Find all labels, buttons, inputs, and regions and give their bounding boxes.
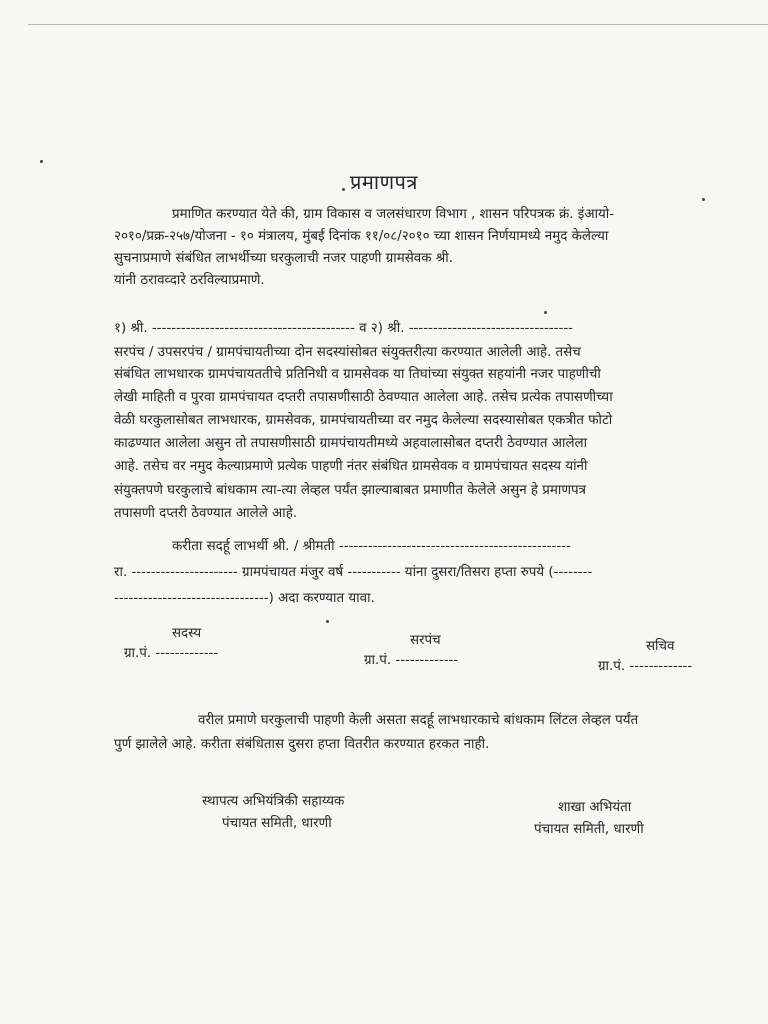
body-line-8: तपासणी दप्तरी ठेवण्यात आलेले आहे.: [114, 506, 298, 521]
conclusion-line-2: पुर्ण झालेले आहे. करीता संबंधितास दुसरा हप्ता वितरीत करण्यात हरकत नाही.: [114, 737, 490, 752]
signatory-member-role: सदस्य: [172, 626, 202, 641]
signatory-secretary-gp: ग्रा.पं. -------------: [598, 659, 693, 674]
signatory-sarpanch: [364, 631, 458, 671]
signatory-secretary-role: सचिव: [646, 639, 675, 654]
intro-line-1: प्रमाणित करण्यात येते की, ग्राम विकास व जलसंधारण विभाग , शासन परिपत्रक क्रं. इंआयो-: [172, 207, 615, 222]
certificate-title: प्रमाणपत्र: [350, 170, 418, 194]
signatory-sarpanch-role: सरपंच: [410, 633, 441, 648]
scan-speck: [342, 188, 345, 191]
officer-assistant-office: पंचायत समिती, धारणी: [222, 816, 332, 831]
scan-speck: [40, 160, 43, 163]
top-rule: [28, 24, 768, 25]
intro-line-3: सुचनाप्रमाणे संबंधित लाभर्थीच्या घरकुलाची नजर पाहणी ग्रामसेवक श्री.: [114, 251, 453, 266]
body-line-6: आहे. तसेच वर नमुद केल्याप्रमाणे प्रत्येक पाहणी नंतर संबंधित ग्रामसेवक व ग्रामपंचायत सदस्य यांनी: [114, 459, 588, 474]
body-line-7: संयुक्तपणे घरकुलाचे बांधकाम त्या-त्या लेव्हल पर्यंत झाल्याबाबत प्रमाणीत केलेले असुन हे प्रमाणपत्र: [114, 483, 587, 498]
officer-assistant: [202, 792, 344, 834]
intro-line-2: २०१०/प्रक्र-२५७/योजना - १० मंत्रालय, मुंबई दिनांक ११/०८/२०१० च्या शासन निर्णयामध्ये नमुद केलेल्या: [114, 229, 609, 244]
officer-engineer-designation: शाखा अभियंता: [558, 800, 632, 815]
conclusion-line-1: वरील प्रमाणे घरकुलाची पाहणी केली असता सदर्हू लाभधारकाचे बांधकाम लिंटल लेव्हल पर्यंत: [198, 713, 639, 728]
officer-engineer-office: पंचायत समिती, धारणी: [534, 822, 644, 837]
scan-speck: [326, 620, 329, 623]
members-line: १) श्री. ------------------------------------------ व २) श्री. ----------------------------------: [114, 321, 573, 336]
body-line-5: काढण्यात आलेला असुन तो तपासणीसाठी ग्रामपंचायतीमध्ये अहवालासोबत दप्तरी ठेवण्यात आलेला: [114, 436, 588, 451]
body-line-3: लेखी माहिती व पुरवा ग्रामपंचायत दप्तरी तपासणीसाठी ठेवण्यात आलेला आहे. तसेच प्रत्येक तपासणीच्या: [114, 390, 613, 405]
beneficiary-line-3: --------------------------------) अदा करण्यात यावा.: [114, 591, 375, 606]
intro-line-4: यांनी ठरावव्दारे ठरविल्याप्रमाणे.: [114, 273, 265, 288]
scan-speck: [544, 311, 547, 314]
beneficiary-line-2: रा. ---------------------- ग्रामपंचायत मंजुर वर्ष ----------- यांना दुसरा/तिसरा हप्ता रुपये (--------: [114, 565, 593, 580]
officer-engineer: [534, 798, 644, 840]
signatory-member: [124, 624, 218, 664]
body-line-1: सरपंच / उपसरपंच / ग्रामपंचायतीच्या दोन सदस्यांसोबत संयुक्तरीत्या करण्यात आलेली आहे. तसेच: [114, 345, 581, 360]
signatory-member-gp: ग्रा.पं. -------------: [124, 646, 219, 661]
officer-assistant-designation: स्थापत्य अभियंत्रिकी सहाय्यक: [202, 794, 345, 809]
body-line-2: संबंधित लाभधारक ग्रामपंचायततीचे प्रतिनिधी व ग्रामसेवक या तिघांच्या संयुक्त सहयांनी नजर पाहणीची: [114, 367, 601, 382]
signatory-sarpanch-gp: ग्रा.पं. -------------: [364, 653, 459, 668]
body-line-4: वेळी घरकुलासोबत लाभधारक, ग्रामसेवक, ग्रामपंचायतीच्या वर नमुद केलेल्या सदस्यासोबत एकत्रीत फोटो: [114, 413, 613, 428]
scan-speck: [702, 198, 705, 201]
signatory-secretary: [598, 637, 692, 677]
beneficiary-line-1: करीता सदर्हू लाभर्थी श्री. / श्रीमती ------------------------------------------------: [172, 539, 571, 554]
